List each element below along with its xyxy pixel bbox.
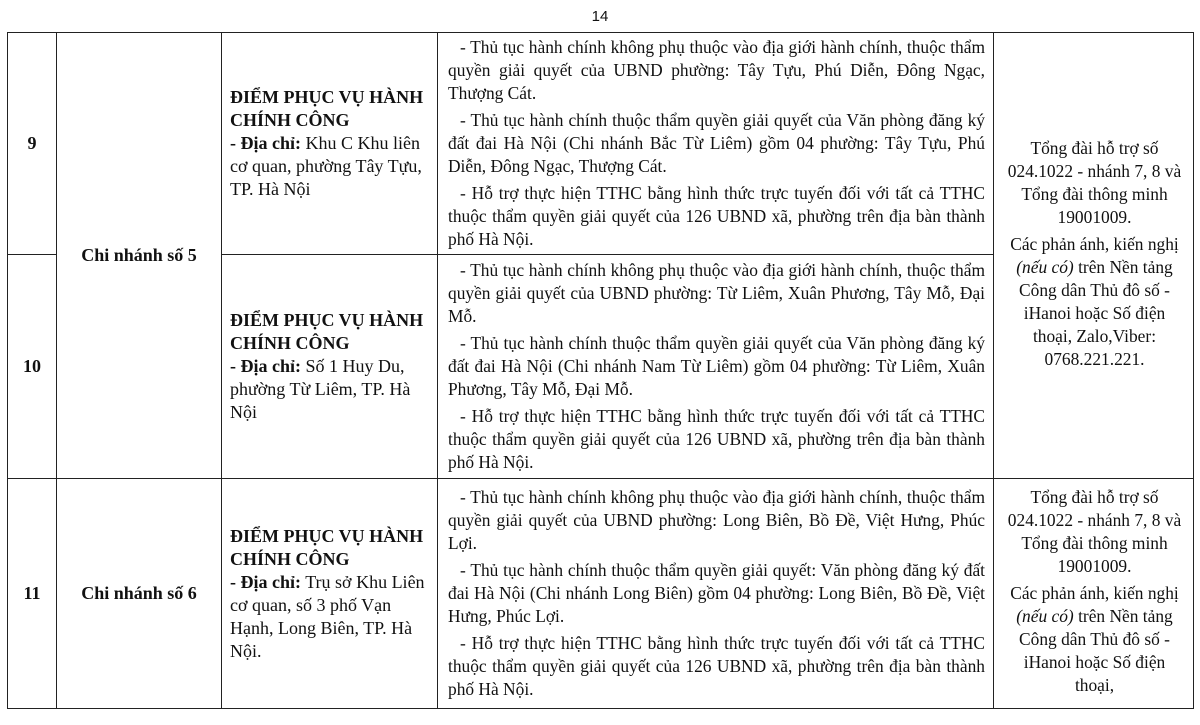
procedure-item: - Thủ tục hành chính thuộc thẩm quyền giải quyết của Văn phòng đăng ký đất đai Hà Nội (Chi nhánh Bắc Từ Liêm) gồm 04 phường: Tây Tựu, Phú Diễn, Đông Ngạc, Thượng Cát. xyxy=(448,110,985,176)
address-text: Khu C Khu liên cơ quan, phường Tây Tựu, TP. Hà Nội xyxy=(230,133,422,199)
support-contact-cell xyxy=(994,33,1194,479)
hotline-text: Tổng đài hỗ trợ số 024.1022 - nhánh 7, 8 và Tổng đài thông minh 19001009. xyxy=(1007,487,1182,576)
address-label: - Địa chỉ: xyxy=(230,571,301,592)
address-text: Trụ sở Khu Liên cơ quan, số 3 phố Vạn Hạnh, Long Biên, TP. Hà Nội. xyxy=(230,571,425,661)
service-point-cell xyxy=(222,33,438,255)
address-label: - Địa chỉ: xyxy=(230,356,301,376)
table-row xyxy=(8,33,1194,255)
service-point-title: ĐIỂM PHỤC VỤ HÀNH CHÍNH CÔNG xyxy=(230,310,424,353)
feedback-intro: Các phản ánh, kiến nghị xyxy=(1010,233,1179,254)
procedures-cell xyxy=(438,255,994,479)
feedback-optional-note: (nếu có) xyxy=(1016,606,1074,626)
branch-name: Chi nhánh số 5 xyxy=(57,33,222,479)
feedback-text xyxy=(1004,233,1185,371)
feedback-channels: trên Nền tảng Công dân Thủ đô số - iHanoi hoặc Số điện thoại, xyxy=(1019,606,1173,695)
procedure-item: - Hỗ trợ thực hiện TTHC bằng hình thức trực tuyến đối với tất cả TTHC thuộc thẩm quyền giải quyết của 126 UBND xã, phường trên địa bàn thành phố Hà Nội. xyxy=(448,183,985,249)
table-row xyxy=(8,479,1194,709)
procedures-cell xyxy=(438,33,994,255)
feedback-optional-note: (nếu có) xyxy=(1016,256,1074,277)
service-point-cell xyxy=(222,255,438,479)
procedure-item: - Thủ tục hành chính không phụ thuộc vào địa giới hành chính, thuộc thẩm quyền giải quyết của UBND phường: Long Biên, Bồ Đề, Việt Hưng, Phúc Lợi. xyxy=(448,487,985,553)
hotline-text: Tổng đài hỗ trợ số 024.1022 - nhánh 7, 8 và Tổng đài thông minh 19001009. xyxy=(1007,137,1182,227)
procedure-item: - Hỗ trợ thực hiện TTHC bằng hình thức trực tuyến đối với tất cả TTHC thuộc thẩm quyền giải quyết của 126 UBND xã, phường trên địa bàn thành phố Hà Nội. xyxy=(448,633,985,699)
procedure-item: - Thủ tục hành chính không phụ thuộc vào địa giới hành chính, thuộc thẩm quyền giải quyết của UBND phường: Tây Tựu, Phú Diễn, Đông Ngạc, Thượng Cát. xyxy=(448,37,985,103)
procedure-item: - Hỗ trợ thực hiện TTHC bằng hình thức trực tuyến đối với tất cả TTHC thuộc thẩm quyền giải quyết của 126 UBND xã, phường trên địa bàn thành phố Hà Nội. xyxy=(448,406,985,472)
page-number: 14 xyxy=(591,8,609,25)
procedures-cell xyxy=(438,479,994,709)
procedure-item: - Thủ tục hành chính không phụ thuộc vào địa giới hành chính, thuộc thẩm quyền giải quyết của UBND phường: Từ Liêm, Xuân Phương, Tây Mỗ, Đại Mỗ. xyxy=(448,260,985,326)
service-point-cell xyxy=(222,479,438,709)
service-point-title: ĐIỂM PHỤC VỤ HÀNH CHÍNH CÔNG xyxy=(230,87,424,130)
feedback-text xyxy=(1004,582,1185,697)
address-label: - Địa chỉ: xyxy=(230,133,301,153)
branch-name: Chi nhánh số 6 xyxy=(57,479,222,709)
address-text: Số 1 Huy Du, phường Từ Liêm, TP. Hà Nội xyxy=(230,356,411,422)
procedure-item: - Thủ tục hành chính thuộc thẩm quyền giải quyết: Văn phòng đăng ký đất đai Hà Nội (Chi nhánh Long Biên) gồm 04 phường: Long Biên, Bồ Đề, Việt Hưng, Phúc Lợi. xyxy=(448,560,985,626)
support-contact-cell xyxy=(994,479,1194,709)
row-number: 9 xyxy=(8,33,57,255)
row-number: 10 xyxy=(8,255,57,479)
service-points-table xyxy=(7,32,1194,709)
procedure-item: - Thủ tục hành chính thuộc thẩm quyền giải quyết của Văn phòng đăng ký đất đai Hà Nội (Chi nhánh Nam Từ Liêm) gồm 04 phường: Từ Liêm, Xuân Phương, Tây Mỗ, Đại Mỗ. xyxy=(448,333,985,399)
feedback-intro: Các phản ánh, kiến nghị xyxy=(1010,583,1179,603)
feedback-channels: trên Nền tảng Công dân Thủ đô số - iHanoi hoặc Số điện thoại, Zalo,Viber: 0768.221.221. xyxy=(1019,256,1173,369)
row-number: 11 xyxy=(8,479,57,709)
service-point-title: ĐIỂM PHỤC VỤ HÀNH CHÍNH CÔNG xyxy=(230,525,424,569)
